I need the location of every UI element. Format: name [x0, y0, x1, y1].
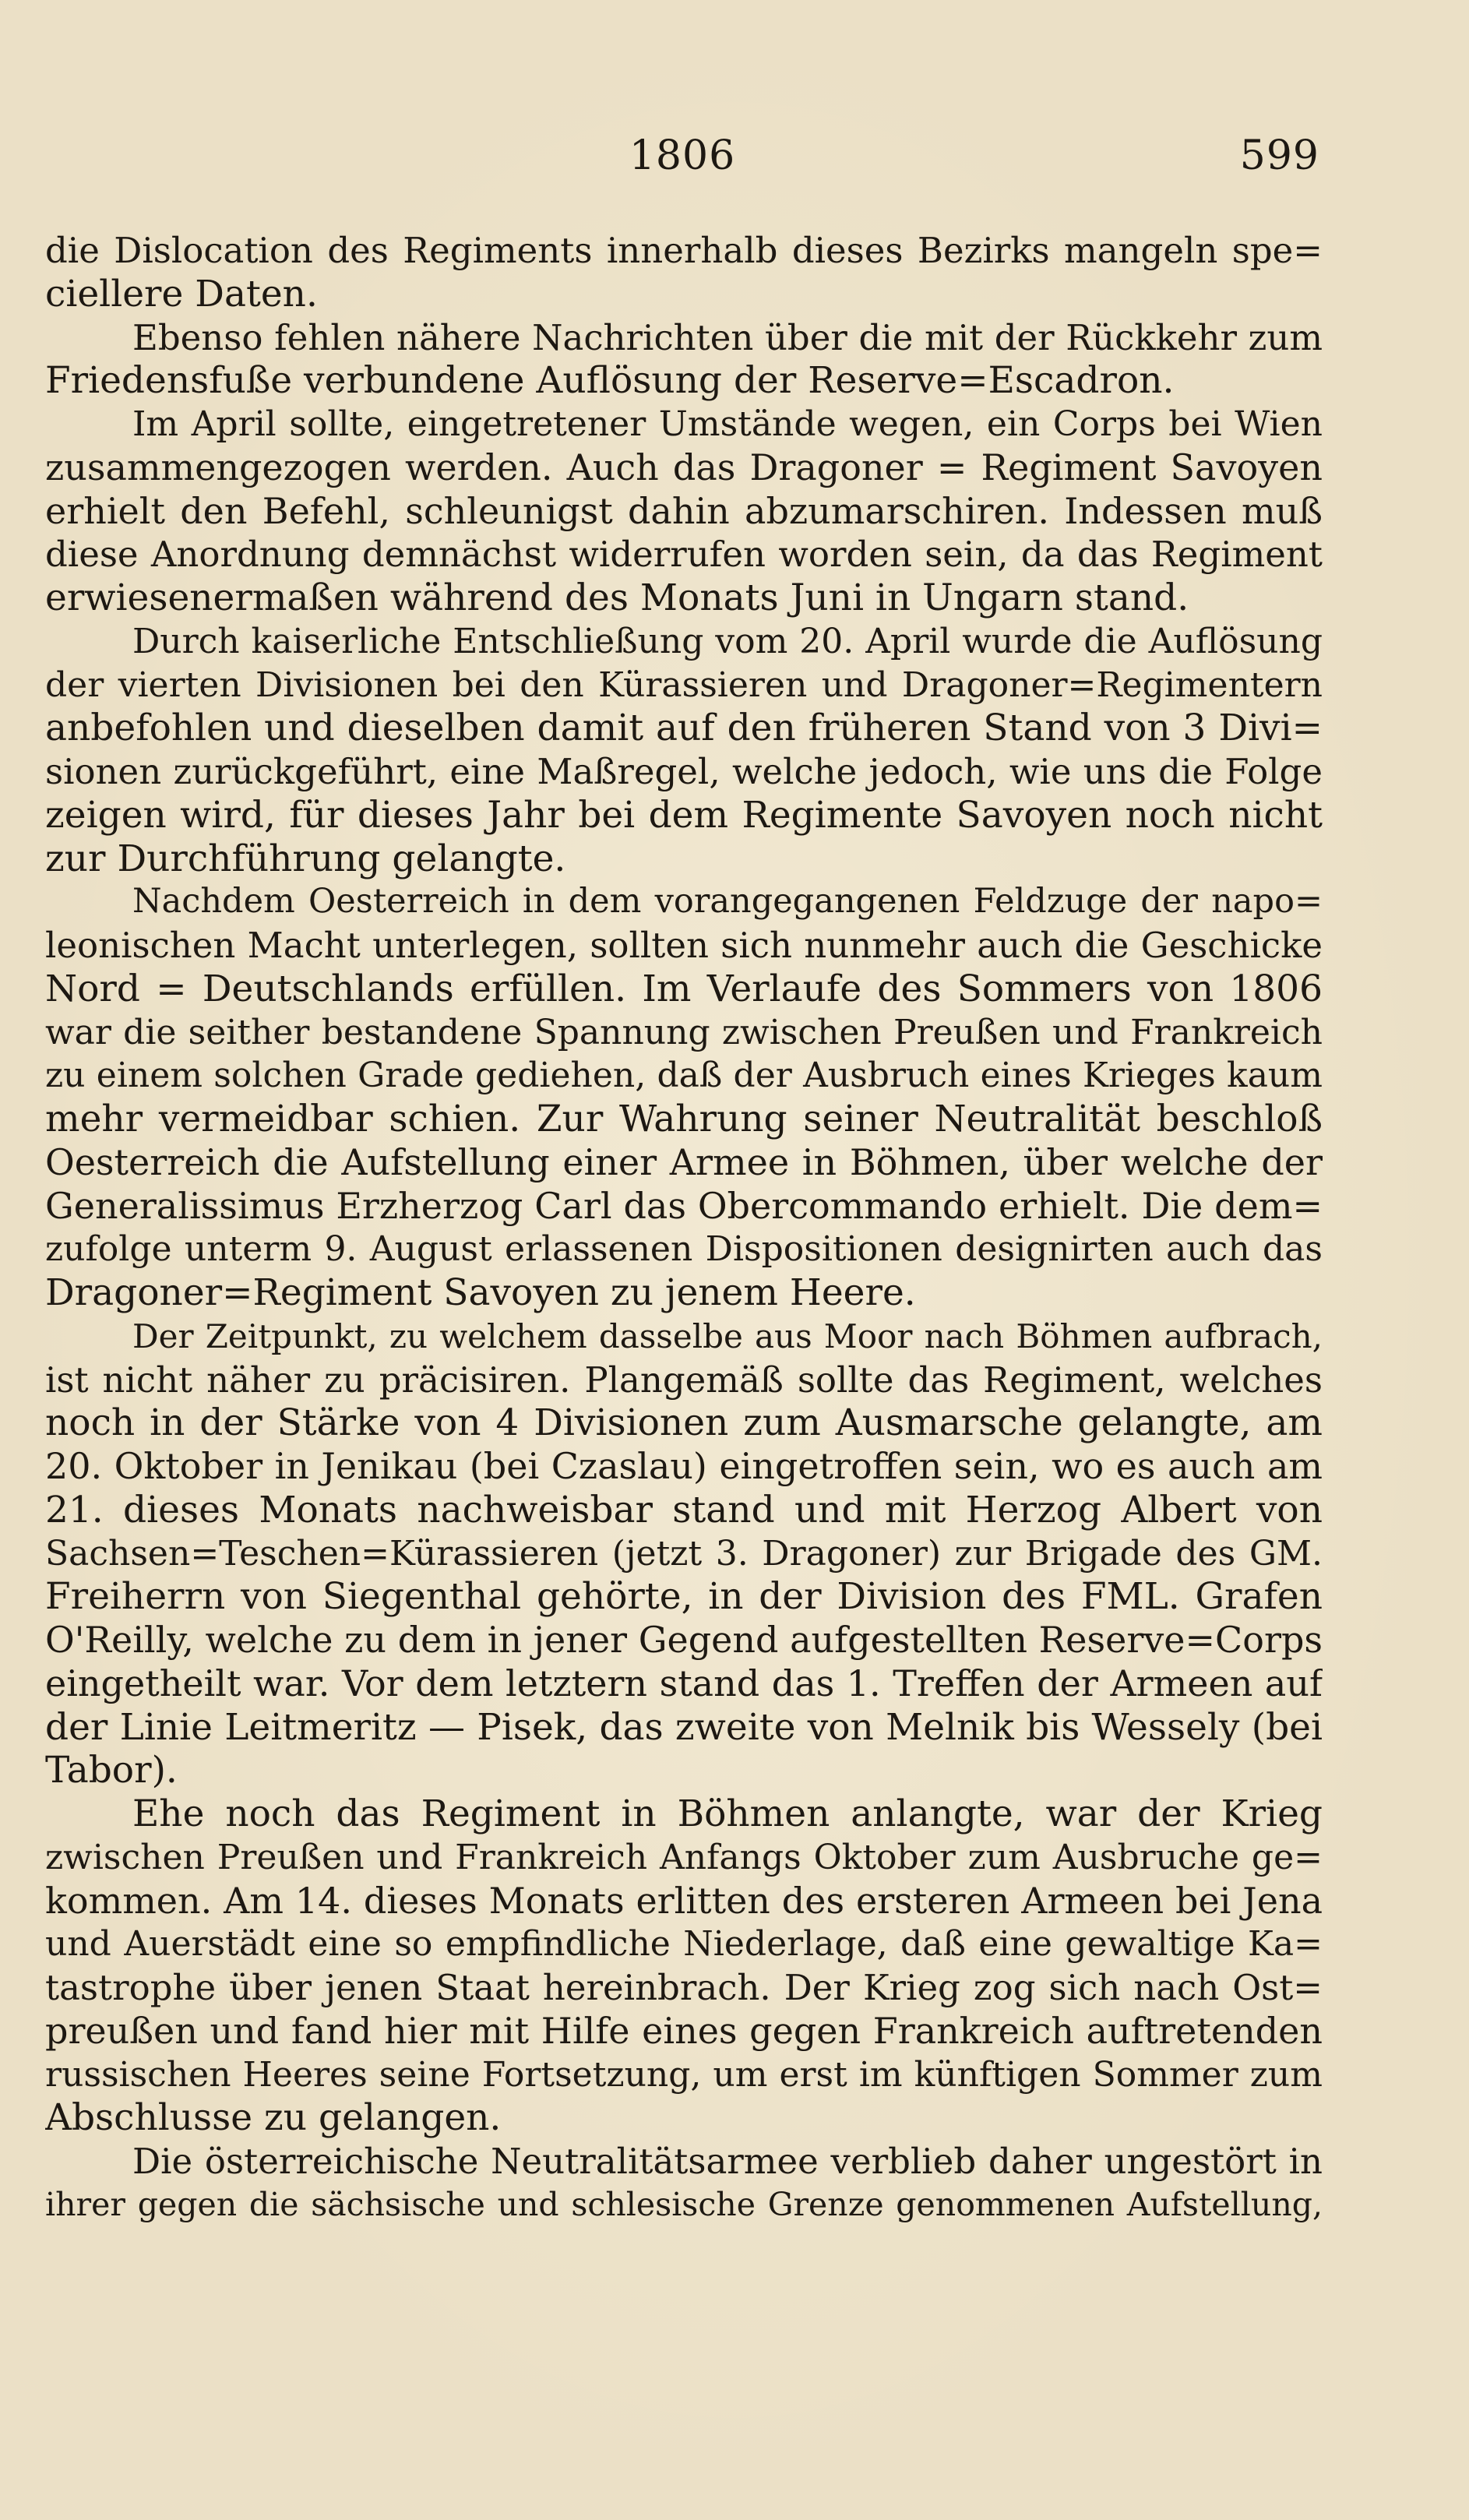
text-line: erwiesenermaßen während des Monats Juni in Ungarn stand. — [45, 576, 1189, 619]
text-line: zwischen Preußen und Frankreich Anfangs Oktober zum Ausbruche ge= — [45, 1837, 1323, 1877]
text-line: Sachsen=Teschen=Kürassieren (jetzt 3. Dragoner) zur Brigade des GM. — [45, 1533, 1323, 1574]
text-line: zu einem solchen Grade gediehen, daß der Ausbruch eines Krieges kaum — [45, 1056, 1323, 1096]
text-line: leonischen Macht unterlegen, sollten sich nunmehr auch die Geschicke — [45, 925, 1323, 966]
text-line: O'Reilly, welche zu dem in jener Gegend aufgestellten Reserve=Corps — [45, 1619, 1323, 1661]
text-line: erhielt den Befehl, schleunigst dahin abzumarschiren. Indessen muß — [45, 489, 1323, 532]
text-line: diese Anordnung demnächst widerrufen worden sein, da das Regiment — [45, 534, 1323, 576]
text-line: Der Zeitpunkt, zu welchem dasselbe aus Moor nach Böhmen aufbrach, — [132, 1316, 1323, 1355]
text-line: sionen zurückgeführt, eine Maßregel, welche jedoch, wie uns die Folge — [45, 751, 1323, 792]
page-number: 599 — [1239, 132, 1319, 179]
text-line: der Linie Leitmeritz — Pisek, das zweite von Melnik bis Wessely (bei — [45, 1705, 1323, 1749]
text-line: Ebenso fehlen nähere Nachrichten über die mit der Rückkehr zum — [132, 316, 1323, 358]
text-line: und Auerstädt eine so empfindliche Niederlage, daß eine gewaltige Ka= — [45, 1924, 1323, 1965]
text-line: die Dislocation des Regiments innerhalb dieses Bezirks mangeln spe= — [45, 230, 1323, 271]
text-line: der vierten Divisionen bei den Kürassieren und Dragoner=Regimentern — [45, 664, 1323, 705]
text-line: 20. Oktober in Jenikau (bei Czaslau) eingetroffen sein, wo es auch am — [45, 1445, 1323, 1487]
text-line: Im April sollte, eingetretener Umstände wegen, ein Corps bei Wien — [132, 404, 1323, 444]
text-line: Freiherrn von Siegenthal gehörte, in der Division des FML. Grafen — [45, 1575, 1323, 1619]
text-line: Ehe noch das Regiment in Böhmen anlangte, war der Krieg — [132, 1792, 1323, 1835]
text-line: ihrer gegen die sächsische und schlesische Grenze genommenen Aufstellung, — [45, 2185, 1323, 2223]
text-line: preußen und fand hier mit Hilfe eines gegen Frankreich auftretenden — [45, 2009, 1323, 2052]
text-line: zeigen wird, für dieses Jahr bei dem Regimente Savoyen noch nicht — [45, 793, 1323, 837]
text-line: anbefohlen und dieselben damit auf den früheren Stand von 3 Divi= — [45, 707, 1323, 750]
text-line: 21. dieses Monats nachweisbar stand und mit Herzog Albert von — [45, 1488, 1323, 1531]
text-line: Friedensfuße verbundene Auflösung der Reserve=Escadron. — [45, 359, 1175, 403]
text-line: ist nicht näher zu präcisiren. Plangemäß sollte das Regiment, welches — [45, 1359, 1323, 1401]
text-line: mehr vermeidbar schien. Zur Wahrung seiner Neutralität beschloß — [45, 1098, 1323, 1140]
text-line: eingetheilt war. Vor dem letztern stand das 1. Treffen der Armeen auf — [45, 1662, 1323, 1704]
text-line: Tabor). — [45, 1749, 178, 1792]
text-line: Oesterreich die Aufstellung einer Armee in Böhmen, über welche der — [45, 1140, 1323, 1183]
text-line: Durch kaiserliche Entschließung vom 20. April wurde die Auflösung — [132, 621, 1323, 661]
text-line: Generalissimus Erzherzog Carl das Obercommando erhielt. Die dem= — [45, 1184, 1323, 1227]
text-line: russischen Heeres seine Fortsetzung, um erst im künftigen Sommer zum — [45, 2054, 1323, 2095]
body-text — [45, 229, 1323, 2227]
text-line: ciellere Daten. — [45, 272, 318, 315]
text-line: Abschlusse zu gelangen. — [45, 2096, 502, 2140]
text-line: noch in der Stärke von 4 Divisionen zum Ausmarsche gelangte, am — [45, 1401, 1323, 1445]
text-line: zur Durchführung gelangte. — [45, 837, 566, 880]
text-line: kommen. Am 14. dieses Monats erlitten des ersteren Armeen bei Jena — [45, 1879, 1323, 1922]
text-line: tastrophe über jenen Staat hereinbrach. Der Krieg zog sich nach Ost= — [45, 1967, 1323, 2008]
text-line: Nachdem Oesterreich in dem vorangegangenen Feldzuge der napo= — [132, 882, 1323, 922]
text-line: Nord = Deutschlands erfüllen. Im Verlaufe des Sommers von 1806 — [45, 967, 1323, 1010]
text-line: zusammengezogen werden. Auch das Dragoner = Regiment Savoyen — [45, 446, 1323, 488]
text-line: Dragoner=Regiment Savoyen zu jenem Heere. — [45, 1271, 916, 1314]
text-line: Die österreichische Neutralitätsarmee verblieb daher ungestört in — [132, 2141, 1323, 2182]
text-line: zufolge unterm 9. August erlassenen Dispositionen designirten auch das — [45, 1229, 1323, 1270]
running-header — [45, 132, 1319, 187]
text-line: war die seither bestandene Spannung zwischen Preußen und Frankreich — [45, 1012, 1323, 1052]
running-head-year: 1806 — [629, 132, 736, 179]
